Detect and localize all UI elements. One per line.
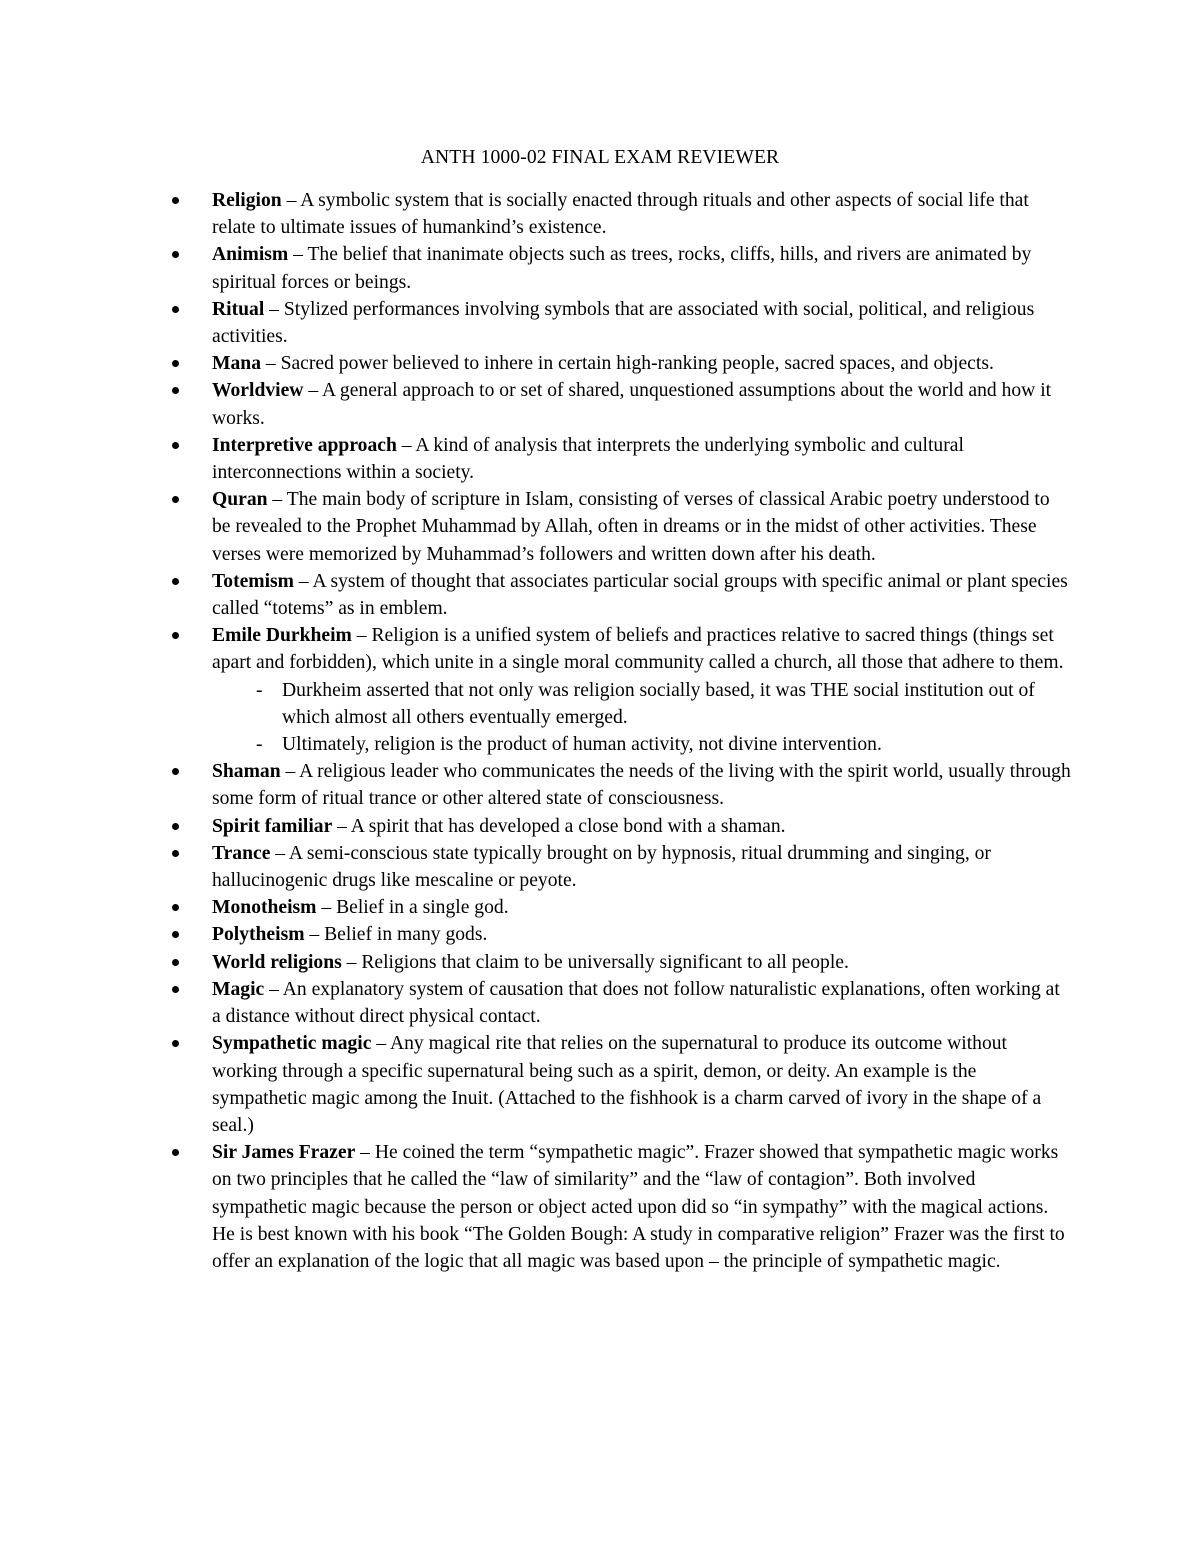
entry-term: Shaman xyxy=(212,761,281,783)
entry-separator: – xyxy=(355,1142,375,1164)
entry-separator: – xyxy=(280,761,300,783)
bullet-icon xyxy=(172,251,179,258)
entry-term: Spirit familiar xyxy=(212,815,333,837)
glossary-entry xyxy=(172,1030,1072,1139)
entry-separator: – xyxy=(304,924,325,946)
bullet-icon xyxy=(172,306,179,313)
glossary-entry xyxy=(172,976,1072,1030)
entry-definition: A general approach to or set of shared, unquestioned assumptions about the world and how it works. xyxy=(212,380,1052,429)
bullet-icon xyxy=(172,360,179,367)
entry-definition: The main body of scripture in Islam, consisting of verses of classical Arabic poetry understood to be revealed to the Prophet Muhammad by Allah, often in dreams or in the midst of other activities. These verses were memorized by Muhammad’s followers and written down after his death. xyxy=(212,489,1050,565)
glossary-entry xyxy=(172,949,1072,976)
entry-definition: The belief that inanimate objects such as trees, rocks, cliffs, hills, and rivers are animated by spiritual forces or beings. xyxy=(212,244,1032,293)
entry-separator: – xyxy=(281,190,301,211)
subpoint-text: Durkheim asserted that not only was religion socially based, it was THE social institution out of which almost all others eventually emerged. xyxy=(282,679,1035,728)
entry-separator: – xyxy=(264,978,283,1000)
bullet-icon xyxy=(172,387,179,394)
entry-definition: A religious leader who communicates the needs of the living with the spirit world, usually through some form of ritual trance or other altered state of consciousness. xyxy=(212,761,1071,810)
glossary-entry xyxy=(172,241,1072,295)
entry-definition: An explanatory system of causation that does not follow naturalistic explanations, often working at a distance without direct physical contact. xyxy=(212,978,1060,1028)
entry-definition: He coined the term “sympathetic magic”. Frazer showed that sympathetic magic works on two principles that he called the “law of similarity” and the “law of contagion”. Both involved sympathetic magic because the person or object acted upon did so “in sympathy” with the magical actions. He is best known with his book “The Golden Bough: A study in comparative religion” Frazer was the first to offer an explanation of the logic that all magic was based upon – the principle of sympathetic magic. xyxy=(212,1142,1065,1272)
bullet-icon xyxy=(172,931,179,938)
entry-definition: Religions that claim to be universally significant to all people. xyxy=(361,951,849,973)
entry-separator: – xyxy=(341,951,362,973)
glossary-entry xyxy=(172,486,1072,568)
entry-separator: – xyxy=(332,815,351,837)
entry-definition: A kind of analysis that interprets the underlying symbolic and cultural interconnections within a society. xyxy=(212,434,964,484)
entry-separator: – xyxy=(351,625,372,647)
entry-term: Totemism xyxy=(212,570,295,592)
bullet-icon xyxy=(172,578,179,585)
entry-definition: A symbolic system that is socially enacted through rituals and other aspects of social life that relate to ultimate issues of humankind’s existence. xyxy=(212,190,1029,239)
entry-term: Interpretive approach xyxy=(212,434,397,456)
bullet-icon xyxy=(172,986,179,993)
entry-definition: Religion is a unified system of beliefs and practices relative to sacred things (things set apart and forbidden), which unite in a single moral community called a church, all those that adhere to them. xyxy=(212,625,1064,674)
entry-term: Emile Durkheim xyxy=(212,625,352,647)
entry-separator: – xyxy=(371,1033,390,1055)
entry-separator: – xyxy=(303,380,322,402)
entry-term: Worldview xyxy=(212,380,304,402)
entry-definition: Belief in a single god. xyxy=(336,897,509,919)
glossary-entry xyxy=(172,187,1072,241)
entry-term: Polytheism xyxy=(212,924,305,946)
entry-term: Animism xyxy=(212,244,289,266)
entry-term: Sir James Frazer xyxy=(212,1142,356,1164)
bullet-icon xyxy=(172,1040,179,1047)
entry-definition: Stylized performances involving symbols that are associated with social, political, and religious activities. xyxy=(212,298,1035,348)
entry-definition: Any magical rite that relies on the supernatural to produce its outcome without working through a specific supernatural being such as a spirit, demon, or deity. An example is the sympathetic magic among the Inuit. (Attached to the fishhook is a charm carved of ivory in the shape of a seal.) xyxy=(212,1033,1042,1136)
entry-term: World religions xyxy=(212,951,342,973)
entry-separator: – xyxy=(267,489,287,511)
bullet-icon xyxy=(172,1149,179,1156)
entry-definition: A spirit that has developed a close bond with a shaman. xyxy=(350,815,786,837)
bullet-icon xyxy=(172,959,179,966)
entry-definition: Belief in many gods. xyxy=(324,924,488,946)
glossary-entry xyxy=(172,568,1072,622)
entry-term: Monotheism xyxy=(212,897,317,919)
bullet-icon xyxy=(172,768,179,775)
dash-icon: - xyxy=(256,734,263,756)
document-title: ANTH 1000-02 FINAL EXAM REVIEWER xyxy=(420,147,780,168)
entry-definition: Sacred power believed to inhere in certain high-ranking people, sacred spaces, and objects. xyxy=(280,353,994,375)
entry-definition: A semi-conscious state typically brought on by hypnosis, ritual drumming and singing, or hallucinogenic drugs like mescaline or peyote. xyxy=(212,842,991,892)
entry-separator: – xyxy=(288,244,308,266)
entry-term: Magic xyxy=(212,978,265,1000)
entry-subpoints xyxy=(212,677,1072,759)
subpoint xyxy=(212,731,1072,758)
glossary-entry xyxy=(172,296,1072,350)
glossary-entry xyxy=(172,894,1072,921)
dash-icon: - xyxy=(256,679,263,701)
entry-term: Trance xyxy=(212,842,271,864)
subpoint-text: Ultimately, religion is the product of human activity, not divine intervention. xyxy=(282,734,882,756)
entry-separator: – xyxy=(294,570,313,592)
bullet-icon xyxy=(172,442,179,449)
glossary-list xyxy=(172,187,1072,1275)
entry-term: Ritual xyxy=(212,298,265,320)
glossary-entry xyxy=(172,432,1072,486)
glossary-entry xyxy=(172,350,1072,377)
entry-term: Sympathetic magic xyxy=(212,1033,372,1055)
bullet-icon xyxy=(172,632,179,639)
glossary-entry xyxy=(172,622,1072,758)
bullet-icon xyxy=(172,496,179,503)
glossary-entry xyxy=(172,840,1072,894)
entry-term: Quran xyxy=(212,489,268,511)
bullet-icon xyxy=(172,823,179,830)
glossary-entry xyxy=(172,813,1072,840)
entry-separator: – xyxy=(260,353,281,375)
subpoint xyxy=(212,677,1072,731)
glossary-entry xyxy=(172,758,1072,812)
glossary-entry xyxy=(172,377,1072,431)
entry-term: Mana xyxy=(212,353,261,375)
entry-separator: – xyxy=(396,434,416,456)
glossary-entry xyxy=(172,921,1072,948)
glossary-entry xyxy=(172,1139,1072,1275)
bullet-icon xyxy=(172,904,179,911)
entry-separator: – xyxy=(270,842,289,864)
entry-term: Religion xyxy=(212,190,282,211)
entry-separator: – xyxy=(264,298,284,320)
bullet-icon xyxy=(172,850,179,857)
entry-separator: – xyxy=(316,897,337,919)
entry-definition: A system of thought that associates particular social groups with specific animal or plant species called “totems” as in emblem. xyxy=(212,570,1068,620)
bullet-icon xyxy=(172,197,179,204)
